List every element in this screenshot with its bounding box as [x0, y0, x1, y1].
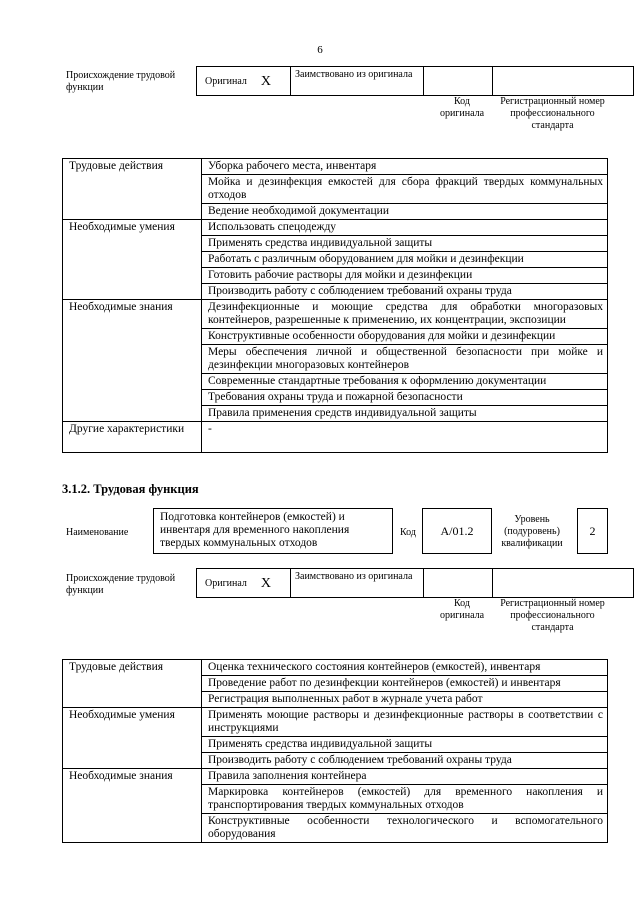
- table-cell: Мойка и дезинфекция емкостей для сбора фракций твердых коммунальных отходов: [202, 175, 608, 204]
- borrowed-cell: Заимствовано из оригинала: [290, 66, 424, 96]
- origin-label: Происхождение трудовой функции: [66, 70, 176, 93]
- function-table-2: [62, 659, 608, 843]
- code-original-caption: Код оригинала: [439, 598, 485, 621]
- table-cell: Проведение работ по дезинфекции контейнеров (емкостей) и инвентаря: [202, 676, 608, 692]
- origin-label: Происхождение трудовой функции: [66, 573, 176, 596]
- table-cell: Конструктивные особенности технологического и вспомогательного оборудования: [202, 814, 608, 843]
- section-title: 3.1.2. Трудовая функция: [62, 482, 199, 496]
- table-cell: Применять средства индивидуальной защиты: [202, 236, 608, 252]
- level-label: Уровень (подуровень) квалификации: [501, 514, 563, 549]
- name-label: Наименование: [66, 527, 129, 538]
- table-cell: Меры обеспечения личной и общественной безопасности при мойке и дезинфекции многоразовых контейнеров: [202, 345, 608, 374]
- row-label: Другие характеристики: [63, 422, 202, 453]
- table-cell: Правила заполнения контейнера: [202, 769, 608, 785]
- reg-number-cell: [492, 66, 634, 96]
- reg-number-caption: Регистрационный номер профессионального стандарта: [500, 96, 605, 131]
- function-name-box: Подготовка контейнеров (емкостей) и инвентаря для временного накопления твердых коммунальных отходов: [153, 508, 393, 554]
- code-original-cell: [423, 568, 493, 598]
- table-cell: Применять моющие растворы и дезинфекционные растворы в соответствии с инструкциями: [202, 708, 608, 737]
- table-cell: Конструктивные особенности оборудования для мойки и дезинфекции: [202, 329, 608, 345]
- original-cell: [196, 66, 291, 96]
- table-cell: Работать с различным оборудованием для мойки и дезинфекции: [202, 252, 608, 268]
- table-cell: Готовить рабочие растворы для мойки и дезинфекции: [202, 268, 608, 284]
- table-cell: Ведение необходимой документации: [202, 204, 608, 220]
- original-label: Оригинал: [205, 577, 247, 589]
- code-original-cell: [423, 66, 493, 96]
- original-mark: X: [260, 73, 272, 89]
- reg-number-caption: Регистрационный номер профессионального стандарта: [500, 598, 605, 633]
- table-cell: Современные стандартные требования к оформлению документации: [202, 374, 608, 390]
- table-cell: Правила применения средств индивидуальной защиты: [202, 406, 608, 422]
- original-mark: X: [260, 575, 272, 591]
- row-label: Необходимые умения: [63, 708, 202, 769]
- table-row: [63, 769, 608, 785]
- table-cell: Дезинфекционные и моющие средства для обработки многоразовых контейнеров, разрешенные к применению, их концентрации, экспозиции: [202, 300, 608, 329]
- page-number: 6: [317, 44, 323, 56]
- table-cell: Использовать спецодежду: [202, 220, 608, 236]
- code-label: Код: [400, 527, 416, 538]
- origin-row: [197, 568, 634, 598]
- table-row: [63, 660, 608, 676]
- row-label: Необходимые знания: [63, 300, 202, 422]
- table-cell: Производить работу с соблюдением требований охраны труда: [202, 753, 608, 769]
- table-row: [63, 422, 608, 453]
- code-value-box: A/01.2: [422, 508, 492, 554]
- table-cell: Оценка технического состояния контейнеров (емкостей), инвентаря: [202, 660, 608, 676]
- table-cell: Регистрация выполненных работ в журнале учета работ: [202, 692, 608, 708]
- table-cell: Уборка рабочего места, инвентаря: [202, 159, 608, 175]
- function-table-1: [62, 158, 608, 453]
- origin-row: [197, 66, 634, 96]
- table-cell: Применять средства индивидуальной защиты: [202, 737, 608, 753]
- row-label: Трудовые действия: [63, 660, 202, 708]
- table-cell: Маркировка контейнеров (емкостей) для временного накопления и транспортирования твердых коммунальных отходов: [202, 785, 608, 814]
- table-cell: Требования охраны труда и пожарной безопасности: [202, 390, 608, 406]
- table-row: [63, 159, 608, 175]
- row-label: Необходимые умения: [63, 220, 202, 300]
- table-row: [63, 708, 608, 737]
- original-cell: [196, 568, 291, 598]
- code-original-caption: Код оригинала: [439, 96, 485, 119]
- reg-number-cell: [492, 568, 634, 598]
- table-cell: -: [202, 422, 608, 453]
- level-value-box: 2: [577, 508, 608, 554]
- borrowed-cell: Заимствовано из оригинала: [290, 568, 424, 598]
- table-row: [63, 300, 608, 329]
- table-row: [63, 220, 608, 236]
- table-cell: Производить работу с соблюдением требований охраны труда: [202, 284, 608, 300]
- row-label: Необходимые знания: [63, 769, 202, 843]
- row-label: Трудовые действия: [63, 159, 202, 220]
- original-label: Оригинал: [205, 75, 247, 87]
